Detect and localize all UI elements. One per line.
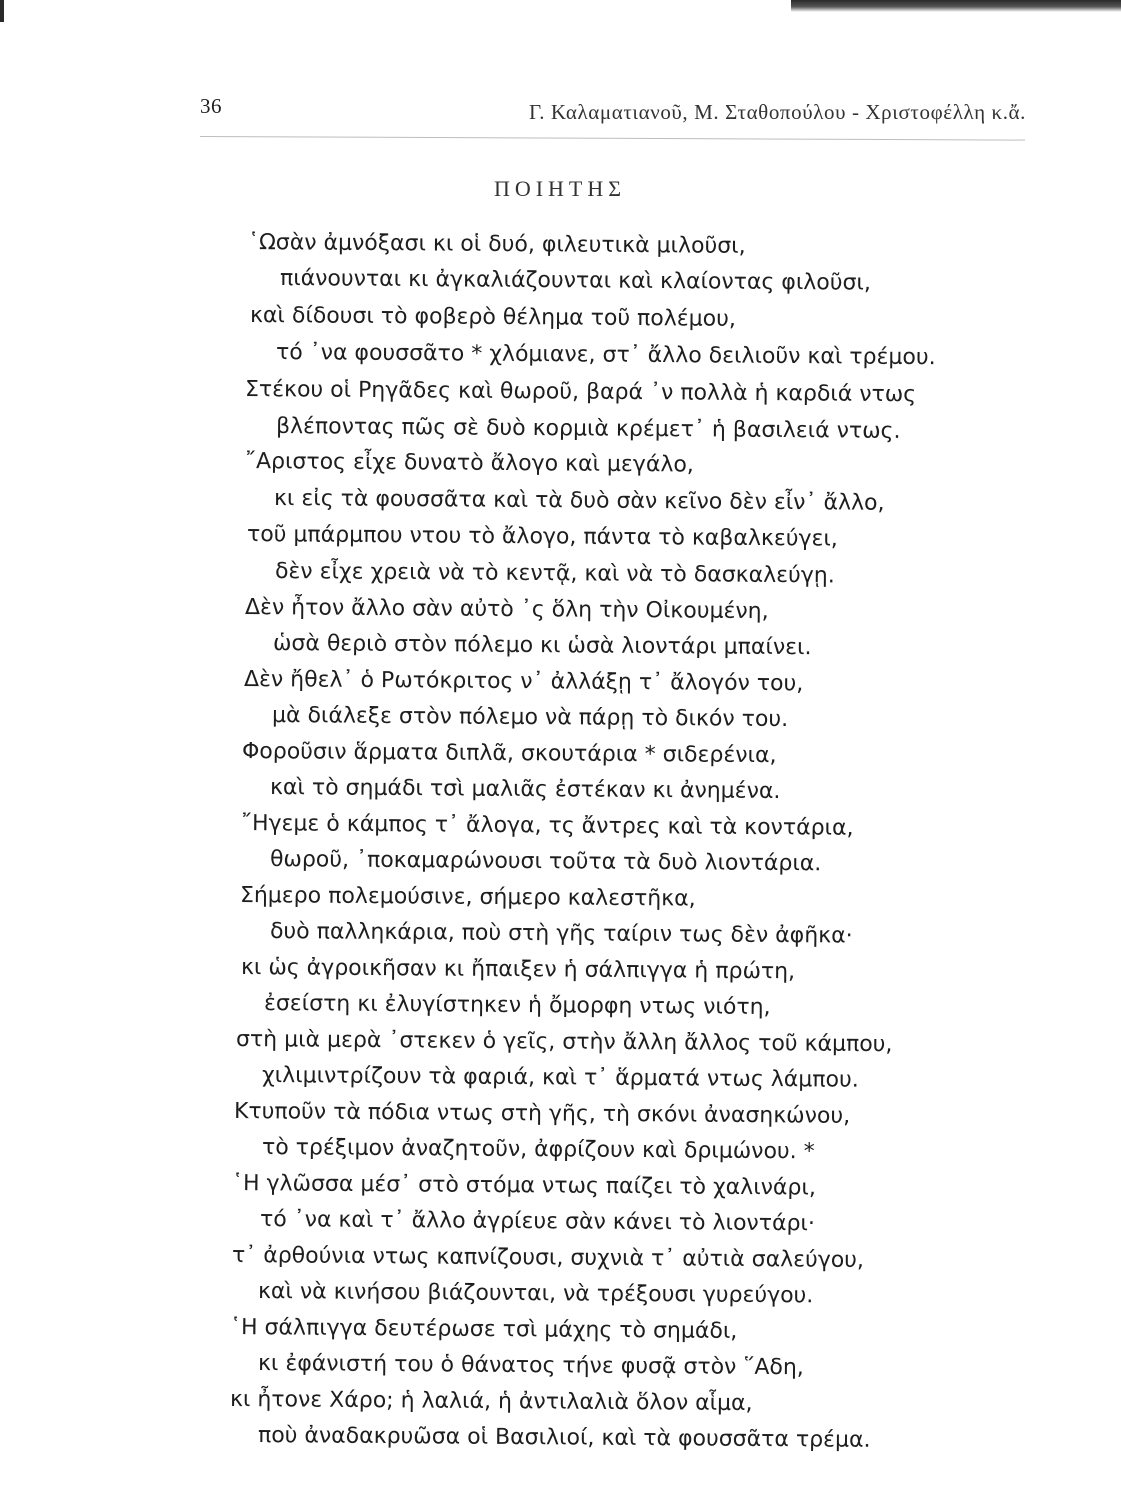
poem-line: ῾Η σάλπιγγα δευτέρωσε τσὶ μάχης τὸ σημάδι, xyxy=(229,1315,738,1344)
poem-line: δυὸ παλληκάρια, ποὺ στὴ γῆς ταίριν τως δὲν ἀφῆκα· xyxy=(269,919,853,949)
poem-line: Φοροῦσιν ἅρματα διπλᾶ, σκουτάρια * σιδερένια, xyxy=(241,739,777,769)
poem-line: κι ἦτονε Χάρο; ἡ λαλιά, ἡ ἀντιλαλιὰ ὅλον αἷμα, xyxy=(229,1387,753,1417)
poem-line: τό ᾿να καὶ τ᾿ ἄλλο ἀγρίευε σὰν κάνει τὸ λιοντάρι· xyxy=(259,1207,816,1237)
poem-line: κι ἐφάνιστή του ὁ θάνατος τήνε φυσᾷ στὸν ῞Αδη, xyxy=(257,1351,804,1381)
poem-line: πιάνουνται κι ἀγκαλιάζουνται καὶ κλαίοντας φιλοῦσι, xyxy=(279,266,872,296)
poem-line: μὰ διάλεξε στὸν πόλεμο νὰ πάρῃ τὸ δικόν του. xyxy=(271,703,789,733)
poem-line: ποὺ ἀναδακρυῶσα οἱ Βασιλιοί, καὶ τὰ φουσσᾶτα τρέμα. xyxy=(257,1423,871,1453)
poem-line: τοῦ μπάρμπου ντου τὸ ἄλογο, πάντα τὸ καβαλκεύγει, xyxy=(246,522,838,552)
poem-line: κι ὡς ἀγροικῆσαν κι ἤπαιξεν ἡ σάλπιγγα ἡ πρώτη, xyxy=(240,955,796,985)
poem-line: καὶ νὰ κινήσου βιάζουνται, νὰ τρέξουσι γυρεύγου. xyxy=(257,1279,814,1309)
poem-line: στὴ μιὰ μερὰ ᾿στεκεν ὁ γεῖς, στὴν ἄλλη ἄλλος τοῦ κάμπου, xyxy=(235,1027,893,1058)
poem-line: δὲν εἶχε χρειὰ νὰ τὸ κεντᾷ, καὶ νὰ τὸ δασκαλεύγῃ. xyxy=(274,559,835,589)
poem-line: τό ᾿να φουσσᾶτο * χλόμιανε, στ᾿ ἄλλο δειλιοῦν καὶ τρέμου. xyxy=(275,340,936,371)
page-number: 36 xyxy=(200,94,222,118)
poem-line: ἐσείστη κι ἐλυγίστηκεν ἡ ὄμορφη ντως νιότη, xyxy=(263,991,771,1020)
poem-line: χιλιμιντρίζουν τὰ φαριά, καὶ τ᾿ ἅρματά ντως λάμπου. xyxy=(261,1063,859,1093)
poem-line: ῾Η γλῶσσα μέσ᾿ στὸ στόμα ντως παίζει τὸ χαλινάρι, xyxy=(231,1171,816,1201)
running-head: Γ. Καλαματιανοῦ, Μ. Σταθοπούλου - Χριστοφέλλη κ.ἄ. xyxy=(528,100,1026,124)
poem-line: ῾Ωσὰν ἀμνόξασι κι οἱ δυό, φιλευτικὰ μιλοῦσι, xyxy=(247,230,746,259)
poem-line: ὡσὰ θεριὸ στὸν πόλεμο κι ὡσὰ λιοντάρι μπαίνει. xyxy=(272,631,812,661)
poem-line: κι εἰς τὰ φουσσᾶτα καὶ τὰ δυὸ σὰν κεῖνο δὲν εἶν᾿ ἄλλο, xyxy=(273,486,885,516)
poem-line: τ᾿ ἀρθούνια ντως καπνίζουσι, συχνιὰ τ᾿ αὐτιὰ σαλεύγου, xyxy=(231,1243,865,1273)
poem-line: Δὲν ἤθελ᾿ ὁ Ρωτόκριτος ν᾿ ἀλλάξῃ τ᾿ ἄλογόν του, xyxy=(243,667,804,697)
poem-line: θωροῦ, ᾿ποκαμαρώνουσι τοῦτα τὰ δυὸ λιοντάρια. xyxy=(269,847,822,877)
poem-line: ῎Ηγεμε ὁ κάμπος τ᾿ ἄλογα, τς ἄντρες καὶ τὰ κοντάρια, xyxy=(240,811,854,841)
poem-line: ῎Αριστος εἶχε δυνατὸ ἄλογο καὶ μεγάλο, xyxy=(244,449,694,478)
poem-line: τὸ τρέξιμον ἀναζητοῦν, ἀφρίζουν καὶ δριμώνου. * xyxy=(261,1135,815,1165)
poem-title: ΠΟΙΗΤΗΣ xyxy=(493,176,627,201)
poem-line: Σήμερο πολεμούσινε, σήμερο καλεστῆκα, xyxy=(239,883,696,912)
poem-line: καὶ τὸ σημάδι τσὶ μαλιᾶς ἐστέκαν κι ἀνημένα. xyxy=(269,775,781,805)
poem-line: βλέποντας πῶς σὲ δυὸ κορμιὰ κρέμετ᾿ ἡ βασιλειά ντως. xyxy=(275,414,901,444)
poem-line: Κτυποῦν τὰ πόδια ντως στὴ γῆς, τὴ σκόνι ἀνασηκώνου, xyxy=(233,1099,851,1129)
poem-line: καὶ δίδουσι τὸ φοβερὸ θέλημα τοῦ πολέμου, xyxy=(249,303,736,332)
poem-line: Δὲν ἦτον ἄλλο σὰν αὐτὸ ᾿ς ὅλη τὴν Οἰκουμένη, xyxy=(244,595,769,625)
poem-line: Στέκου οἱ Ρηγᾶδες καὶ θωροῦ, βαρά ᾿ν πολλὰ ἡ καρδιά ντως xyxy=(244,377,917,408)
